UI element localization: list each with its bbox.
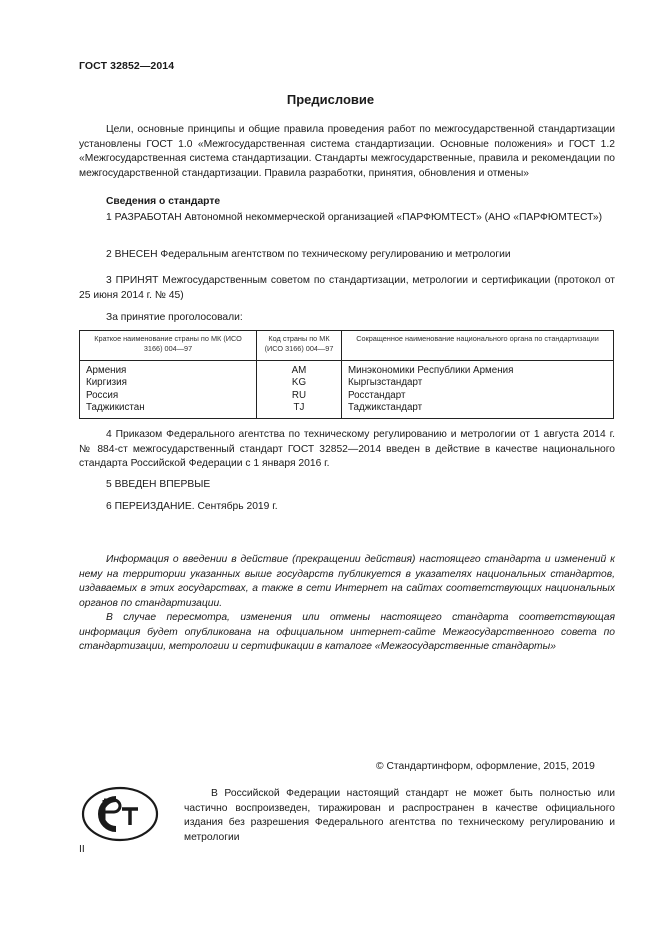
country-code-cell: AM [257, 361, 342, 378]
info-heading: Сведения о стандарте [106, 196, 221, 207]
vote-table [79, 330, 614, 419]
standard-code-header: ГОСТ 32852—2014 [79, 60, 175, 72]
italic-note-introduction: Информация о введении в действие (прекращении действия) настоящего стандарта и изменений к нему на территории указанных выше государств публикуется в указателях национальных стандартов, издаваемых в этих государствах, а также в сети Интернет на сайтах соответствующих национальных органов по стандартизации. [79, 554, 615, 609]
table-row [80, 402, 614, 419]
intro-paragraph: Цели, основные принципы и общие правила проведения работ по межгосударственной стандартизации установлены ГОСТ 1.0 «Межгосударственная система стандартизации. Основные положения» и ГОСТ 1.2 «Межгосударственная система стандартизации. Стандарты межгосударственные, правила и рекомендации по межгосударственной стандартизации. Правила разработки, принятия, обновления и отмены» [79, 124, 615, 179]
table-row [80, 361, 614, 378]
vote-table-header-code: Код страны по МК (ИСО 3166) 004—97 [257, 331, 342, 361]
item-first-time: 5 ВВЕДЕН ВПЕРВЫЕ [106, 479, 211, 490]
rf-reproduction-notice: В Российской Федерации настоящий стандарт не может быть полностью или частично воспроизведен, тиражирован и распространен в качестве официального издания без разрешения Федерального агентства по техническому регулированию и метрологии [184, 788, 615, 843]
copyright-line: © Стандартинформ, оформление, 2015, 2019 [376, 761, 595, 772]
country-code-cell: KG [257, 377, 342, 389]
item-order: 4 Приказом Федерального агентства по техническому регулированию и метрологии от 1 августа 2014 г. № 884-ст межгосударственный стандарт ГОСТ 32852—2014 введен в действие в качестве национального стандарта Российской Федерации с 1 января 2016 г. [79, 429, 615, 470]
vote-table-header-row [80, 331, 614, 361]
country-cell: Киргизия [80, 377, 257, 389]
voted-label: За принятие проголосовали: [106, 312, 243, 323]
national-body-cell: Кыргызстандарт [342, 377, 614, 389]
national-body-cell: Минэкономики Республики Армения [342, 361, 614, 378]
country-code-cell: TJ [257, 402, 342, 419]
item-introduced: 2 ВНЕСЕН Федеральным агентством по техническому регулированию и метрологии [106, 249, 511, 260]
page-number: II [79, 844, 85, 855]
national-body-cell: Таджикстандарт [342, 402, 614, 419]
pct-certification-logo-icon [80, 785, 160, 843]
country-cell: Россия [80, 390, 257, 402]
national-body-cell: Росстандарт [342, 390, 614, 402]
italic-note-revision: В случае пересмотра, изменения или отмены настоящего стандарта соответствующая информация будет опубликована на официальном интернет-сайте Межгосударственного совета по стандартизации, метрологии и сертификации в каталоге «Межгосударственные стандарты» [79, 612, 615, 653]
table-row [80, 390, 614, 402]
table-row [80, 377, 614, 389]
page-title: Предисловие [286, 92, 375, 107]
country-cell: Таджикистан [80, 402, 257, 419]
item-adopted: 3 ПРИНЯТ Межгосударственным советом по стандартизации, метрологии и сертификации (протокол от 25 июня 2014 г. № 45) [79, 275, 615, 301]
item-developed: 1 РАЗРАБОТАН Автономной некоммерческой организацией «ПАРФЮМТЕСТ» (АНО «ПАРФЮМТЕСТ») [106, 212, 603, 223]
vote-table-header-body: Сокращенное наименование национального органа по стандартизации [342, 331, 614, 361]
country-cell: Армения [80, 361, 257, 378]
item-reissue: 6 ПЕРЕИЗДАНИЕ. Сентябрь 2019 г. [106, 501, 278, 512]
country-code-cell: RU [257, 390, 342, 402]
vote-table-header-country: Краткое наименование страны по МК (ИСО 3166) 004—97 [80, 331, 257, 361]
